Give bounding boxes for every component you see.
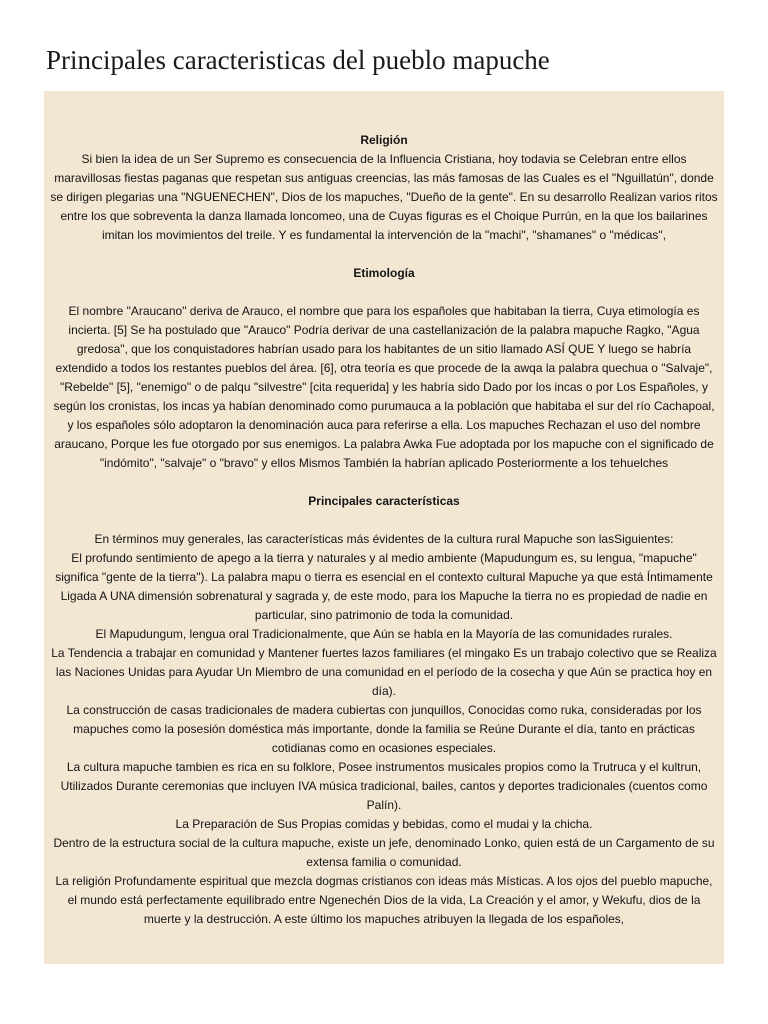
paragraph-lonko: Dentro de la estructura social de la cultura mapuche, existe un jefe, denominado Lonko, quien está de un Cargamento de su extensa familia o comunidad. — [53, 836, 715, 869]
paragraph-intro: En términos muy generales, las características más évidentes de la cultura rural Mapuche son lasSiguientes: — [94, 532, 674, 546]
section-heading-etimologia: Etimología — [353, 266, 415, 280]
paragraph-folklore: La cultura mapuche tambien es rica en su folklore, Posee instrumentos musicales propios como la Trutruca y el kultrun, Utilizados Durante ceremonias que incluyen IVA música tradicional, bailes, cantos y deportes tradicionales (cuentos como Palín). — [60, 760, 708, 812]
paragraph-comunidad: La Tendencia a trabajar en comunidad y Mantener fuertes lazos familiares (el mingako Es un trabajo colectivo que se Realiza las Naciones Unidas para Ayudar Un Miembro de una comunidad en el período de la cosecha y que Aún se practica hoy en día). — [51, 646, 717, 698]
section-heading-caracteristicas: Principales características — [308, 494, 460, 508]
spacer — [50, 511, 718, 530]
paragraph-mapudungum: El Mapudungum, lengua oral Tradicionalmente, que Aún se habla en la Mayoría de las comunidades rurales. — [95, 627, 673, 641]
content-box — [44, 91, 724, 964]
paragraph-religion: Si bien la idea de un Ser Supremo es consecuencia de la Influencia Cristiana, hoy todavia se Celebran entre ellos maravillosas fiestas paganas que respetan sus antiguas creencias, las más famosas de las Cuales es el "Nguillatún", donde se dirigen plegarias una "NGUENECHEN", Dios de los mapuches, "Dueño de la gente". En su desarrollo Realizan varios ritos entre los que sobreventa la danza llamada loncomeo, una de Cuyas figuras es el Choique Purrún, en la que los bailarines imitan los movimientos del treile. Y es fundamental la intervención de la "machi", "shamanes" o "médicas", — [50, 152, 718, 242]
paragraph-religion-espiritual: La religión Profundamente espiritual que mezcla dogmas cristianos con ideas más Místicas. A los ojos del pueblo mapuche, el mundo está perfectamente equilibrado entre Ngenechén Dios de la vida, La Creación y el amor, y Wekufu, dios de la muerte y la destrucción. A este último los mapuches atribuyen la llegada de los españoles, — [55, 874, 713, 926]
document-body — [44, 91, 724, 929]
spacer — [50, 473, 718, 492]
section-heading-religion: Religión — [360, 133, 408, 147]
paragraph-etimologia: El nombre "Araucano" deriva de Arauco, el nombre que para los españoles que habitaban la tierra, Cuya etimología es incierta. [5] Se ha postulado que "Arauco" Podría derivar de una castellanización de la palabra mapuche Ragko, "Agua gredosa", que los conquistadores habrían usado para los habitantes de un sitio llamado ASÍ QUE Y luego se habría extendido a todos los restantes pueblos del área. [6], otra teoría es que procede de la awqa la palabra quechua o "Salvaje", "Rebelde" [5], "enemigo" o de palqu "silvestre" [cita requerida] y les habría sido Dado por los incas o por Los Españoles, y según los cronistas, los incas ya habían denominado como purumauca a la población que habitaba el sur del río Cachapoal, y los españoles sólo adoptaron la denominación auca para referirse a ella. Los mapuches Rechazan el uso del nombre araucano, Porque les fue otorgado por sus enemigos. La palabra Awka Fue adoptada por los mapuche con el significado de "indómito", "salvaje" o "bravo" y ellos Mismos También la habrían aplicado Posteriormente a los tehuelches — [53, 304, 715, 470]
spacer — [50, 283, 718, 302]
paragraph-comidas: La Preparación de Sus Propias comidas y bebidas, como el mudai y la chicha. — [175, 817, 593, 831]
paragraph-ruka: La construcción de casas tradicionales de madera cubiertas con junquillos, Conocidas como ruka, consideradas por los mapuches como la posesión doméstica más importante, donde la familia se Reúne Durante el día, tanto en prácticas cotidianas como en ocasiones especiales. — [66, 703, 702, 755]
page-title: Principales caracteristicas del pueblo mapuche — [46, 45, 550, 75]
spacer — [50, 245, 718, 264]
paragraph-apego-tierra: El profundo sentimiento de apego a la tierra y naturales y al medio ambiente (Mapudungum es, su lengua, "mapuche" significa "gente de la tierra"). La palabra mapu o tierra es esencial en el contexto cultural Mapuche ya que está Íntimamente Ligada A UNA dimensión sobrenatural y sagrada y, de este modo, para los Mapuche la tierra no es propiedad de nadie en particular, sino patrimonio de toda la comunidad. — [55, 551, 713, 622]
